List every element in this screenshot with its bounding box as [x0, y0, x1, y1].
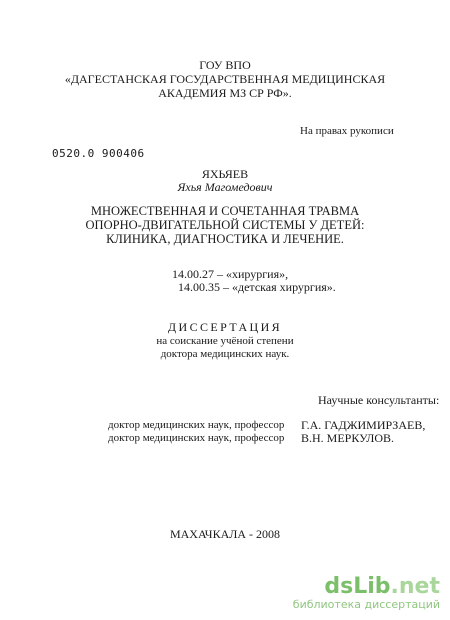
- degree-line-1: на соискание учёной степени: [156, 335, 294, 347]
- consultant-1-name: Г.А. ГАДЖИМИРЗАЕВ,: [301, 418, 426, 432]
- institution-name-line2: АКАДЕМИЯ МЗ СР РФ».: [158, 86, 292, 100]
- consultant-1-degree: доктор медицинских наук, профессор: [108, 419, 285, 431]
- consultant-2-name: В.Н. МЕРКУЛОВ.: [301, 431, 395, 445]
- title-line-2: ОПОРНО-ДВИГАТЕЛЬНОЙ СИСТЕМЫ У ДЕТЕЙ:: [85, 218, 365, 232]
- watermark-logo: [293, 576, 440, 598]
- specialty-name: «детская хирургия».: [232, 280, 336, 294]
- author-full-name: Яхья Магомедович: [177, 180, 273, 194]
- title-line-1: МНОЖЕСТВЕННАЯ И СОЧЕТАННАЯ ТРАВМА: [90, 204, 360, 218]
- specialty-2: [178, 280, 336, 294]
- specialty-code: 14.00.35 –: [178, 280, 229, 294]
- watermark-logo-tld: .net: [390, 574, 440, 599]
- author-surname: ЯХЬЯЕВ: [201, 167, 249, 181]
- consultant-2-degree: доктор медицинских наук, профессор: [108, 432, 285, 444]
- specialty-code: 14.00.27 –: [172, 267, 223, 281]
- institution-name-line1: «ДАГЕСТАНСКАЯ ГОСУДАРСТВЕННАЯ МЕДИЦИНСКАЯ: [64, 72, 386, 86]
- specialty-name: «хирургия»,: [226, 267, 289, 281]
- title-line-3: КЛИНИКА, ДИАГНОСТИКА И ЛЕЧЕНИЕ.: [106, 232, 344, 246]
- degree-line-2: доктора медицинских наук.: [160, 348, 290, 360]
- registration-code: 0520.0 900406: [52, 147, 145, 160]
- consultants-heading: Научные консультанты:: [318, 393, 440, 407]
- city-year: МАХАЧКАЛА - 2008: [169, 527, 281, 541]
- specialty-1: [172, 267, 288, 281]
- manuscript-note: На правах рукописи: [300, 125, 394, 137]
- watermark-logo-main: dsLib: [324, 574, 391, 599]
- institution-short: ГОУ ВПО: [199, 58, 251, 72]
- dslib-watermark: [293, 576, 440, 612]
- dissertation-heading: ДИССЕРТАЦИЯ: [167, 320, 283, 334]
- watermark-subtitle: библиотека диссертаций: [292, 598, 440, 611]
